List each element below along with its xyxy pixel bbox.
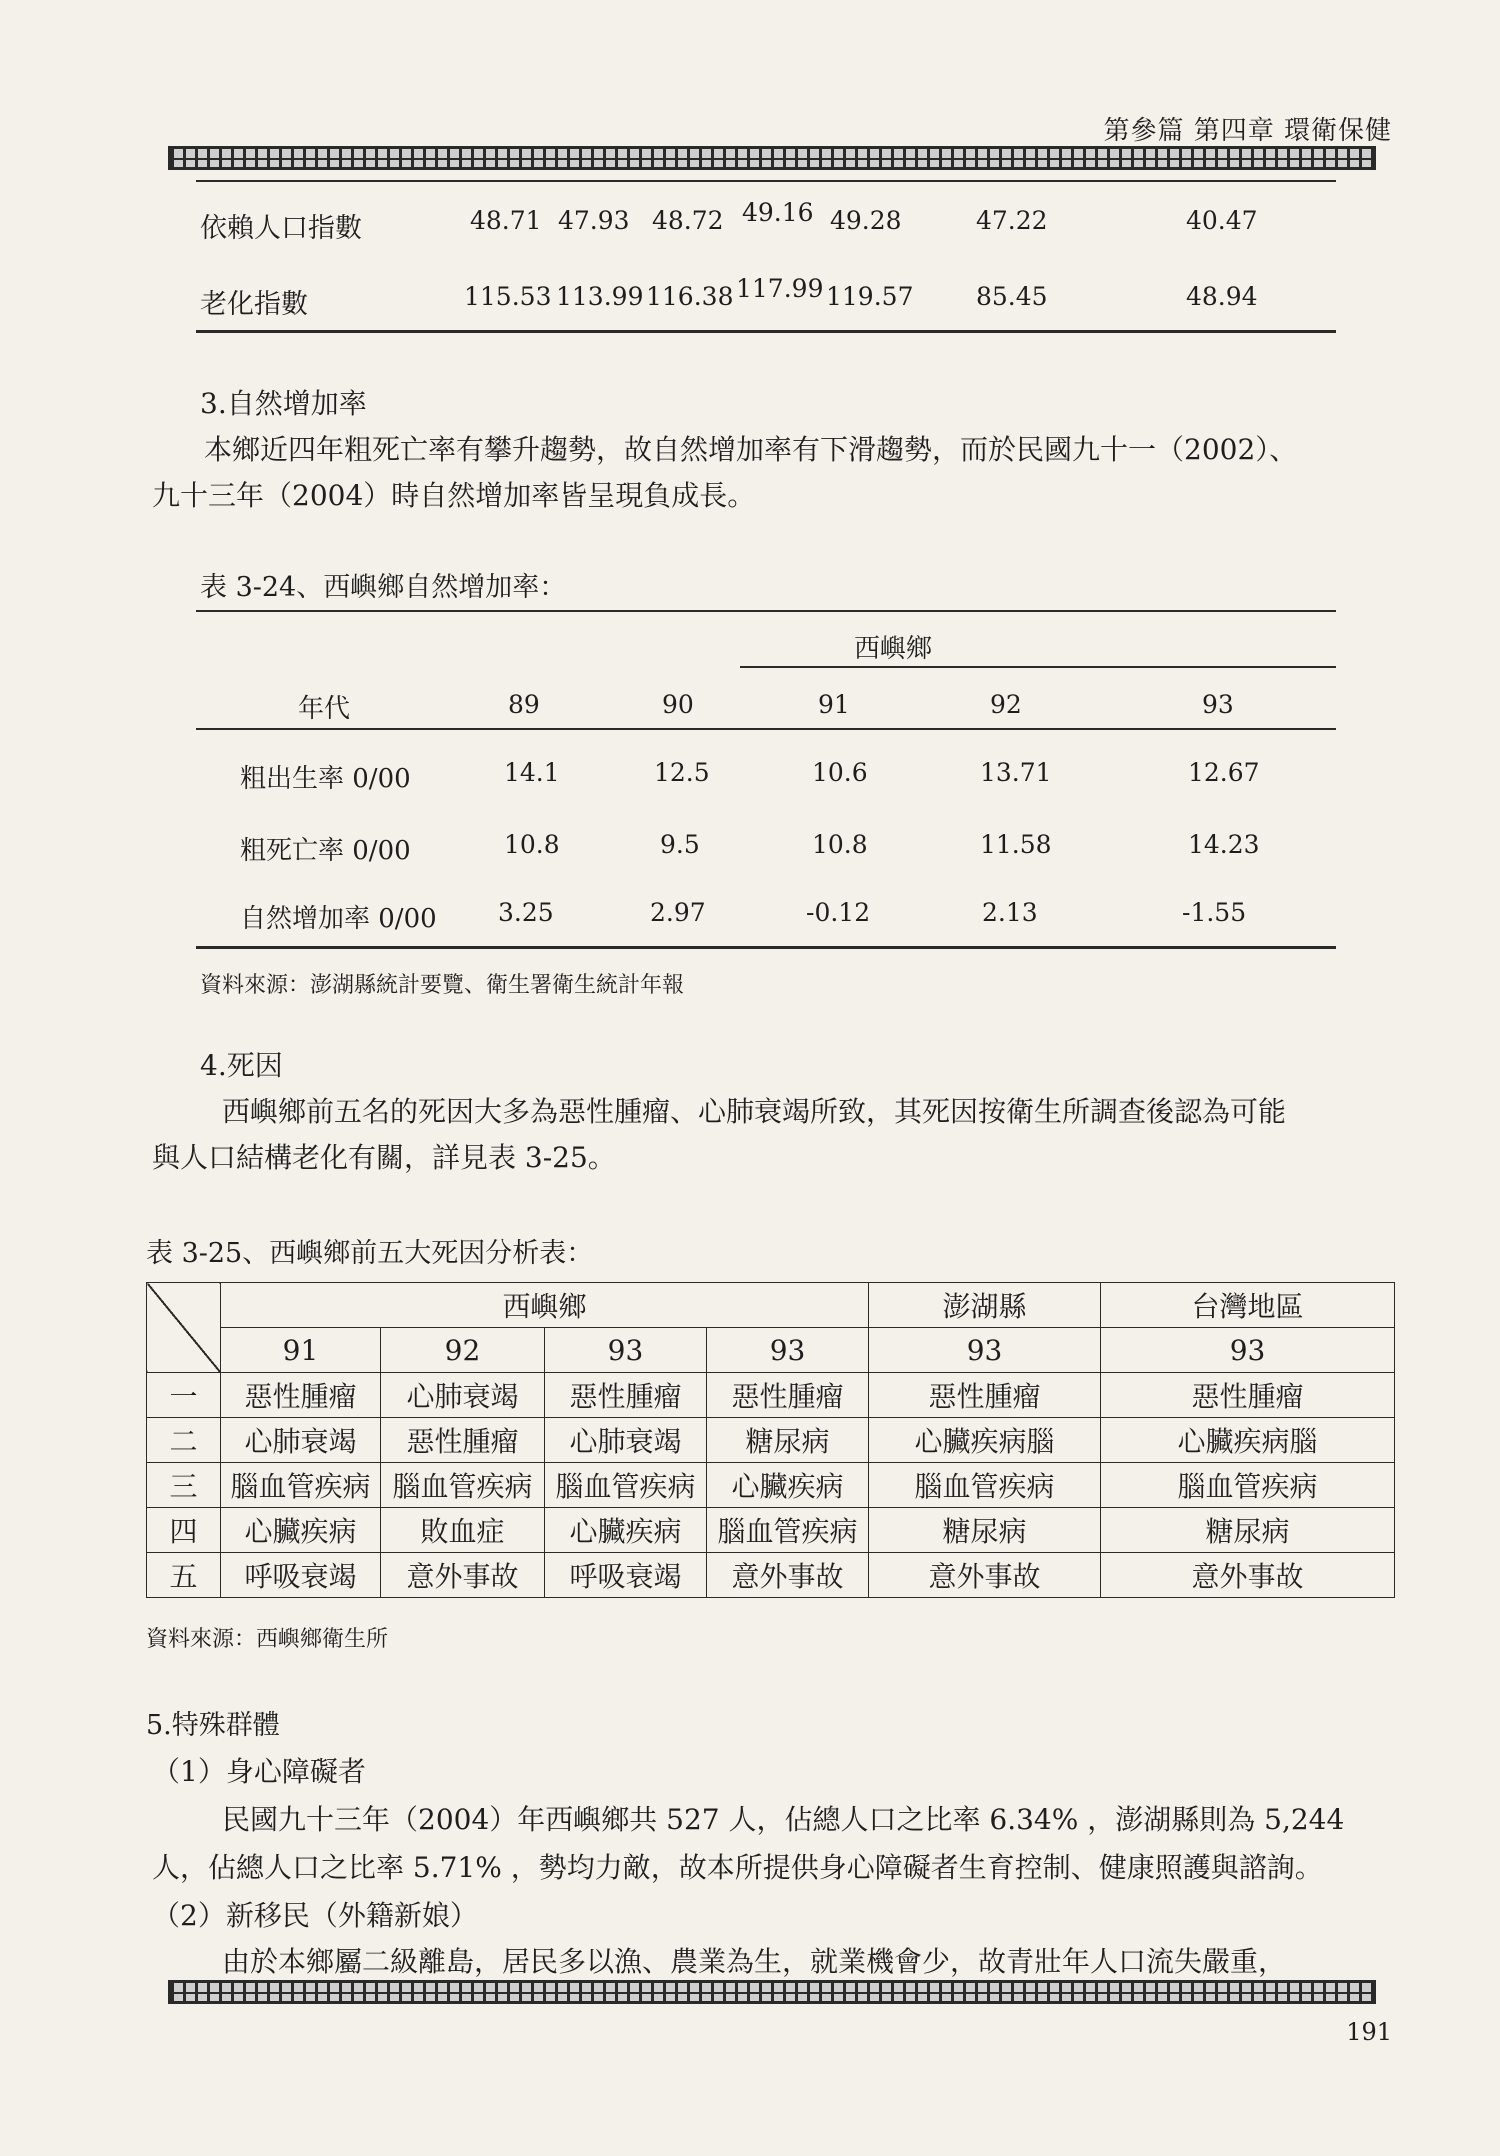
table-cell: 11.58 xyxy=(980,830,1052,859)
table-cell: 10.6 xyxy=(812,758,868,787)
row-label: 依賴人口指數 xyxy=(200,213,362,244)
year-header: 91 xyxy=(221,1328,381,1373)
subsection-heading: （1）身心障礙者 xyxy=(152,1755,366,1788)
table-cell: 2.13 xyxy=(982,898,1038,927)
table-cell: 腦血管疾病 xyxy=(221,1463,381,1508)
table-source: 資料來源：澎湖縣統計要覽、衛生署衛生統計年報 xyxy=(200,973,685,998)
table-cell: 10.8 xyxy=(504,830,560,859)
table-cell: 12.5 xyxy=(654,758,710,787)
table-cell: 意外事故 xyxy=(381,1553,545,1598)
table-cell: 呼吸衰竭 xyxy=(545,1553,707,1598)
table-cell: 腦血管疾病 xyxy=(869,1463,1101,1508)
paragraph-line: 本鄉近四年粗死亡率有攀升趨勢，故自然增加率有下滑趨勢，而於民國九十一（2002）、 xyxy=(204,433,1298,466)
year-header: 92 xyxy=(990,690,1022,719)
table-cell: 113.99 xyxy=(556,282,644,311)
table-cell: 14.1 xyxy=(504,758,560,787)
group-header: 西嶼鄉 xyxy=(854,634,933,664)
row-label: 老化指數 xyxy=(200,289,308,320)
section-heading: 4.死因 xyxy=(200,1049,283,1082)
table-cell: 10.8 xyxy=(812,830,868,859)
paragraph-line: 與人口結構老化有關，詳見表 3-25。 xyxy=(152,1141,616,1174)
table-cell: 48.72 xyxy=(652,206,724,235)
table-cell: 腦血管疾病 xyxy=(1101,1463,1395,1508)
rank-cell: 二 xyxy=(147,1418,221,1463)
table-row xyxy=(147,1553,1395,1598)
table-cell: 呼吸衰竭 xyxy=(221,1553,381,1598)
paragraph-line: 人，佔總人口之比率 5.71% ，勢均力敵，故本所提供身心障礙者生育控制、健康照護與諮詢。 xyxy=(152,1851,1323,1884)
year-header: 93 xyxy=(1101,1328,1395,1373)
table-cell: 47.93 xyxy=(558,206,630,235)
table-cell: 意外事故 xyxy=(1101,1553,1395,1598)
table-bottom-rule xyxy=(196,330,1336,333)
table-cell: 心臟疾病 xyxy=(221,1508,381,1553)
table-cell: 12.67 xyxy=(1188,758,1260,787)
group-header: 西嶼鄉 xyxy=(221,1283,869,1328)
subsection-heading: （2）新移民（外籍新娘） xyxy=(152,1899,478,1932)
table-cell: 糖尿病 xyxy=(707,1418,869,1463)
table-cell: 13.71 xyxy=(980,758,1052,787)
row-label: 粗出生率 0/00 xyxy=(240,764,411,794)
group-underline xyxy=(740,666,1336,668)
table-cell: 惡性腫瘤 xyxy=(869,1373,1101,1418)
page-number: 191 xyxy=(1346,2018,1392,2046)
year-label: 年代 xyxy=(298,694,351,724)
table-row xyxy=(147,1508,1395,1553)
section-heading: 5.特殊群體 xyxy=(146,1710,280,1741)
rank-cell: 一 xyxy=(147,1373,221,1418)
table-cell: 49.28 xyxy=(830,206,902,235)
paragraph-line: 西嶼鄉前五名的死因大多為惡性腫瘤、心肺衰竭所致，其死因按衛生所調查後認為可能 xyxy=(222,1095,1287,1128)
paragraph-line: 民國九十三年（2004）年西嶼鄉共 527 人，佔總人口之比率 6.34% ，澎湖縣則為 5,244 xyxy=(222,1803,1345,1836)
table-cell: 心肺衰竭 xyxy=(381,1373,545,1418)
table-cell: 119.57 xyxy=(826,282,914,311)
table-cell: -1.55 xyxy=(1182,898,1247,927)
rank-cell: 五 xyxy=(147,1553,221,1598)
table-cell: 意外事故 xyxy=(707,1553,869,1598)
table-caption: 表 3-25、西嶼鄉前五大死因分析表： xyxy=(146,1238,594,1269)
paragraph-line: 九十三年（2004）時自然增加率皆呈現負成長。 xyxy=(152,479,756,512)
table-top-rule xyxy=(196,610,1336,612)
year-header: 90 xyxy=(662,690,694,719)
table-header-rule xyxy=(196,728,1336,730)
table-row xyxy=(147,1418,1395,1463)
table-cell: 14.23 xyxy=(1188,830,1260,859)
rank-cell: 四 xyxy=(147,1508,221,1553)
section-heading: 3.自然增加率 xyxy=(200,387,367,420)
table-cell: 心肺衰竭 xyxy=(221,1418,381,1463)
table-cell: 腦血管疾病 xyxy=(707,1508,869,1553)
year-header: 93 xyxy=(1202,690,1234,719)
row-label: 粗死亡率 0/00 xyxy=(240,836,411,866)
year-header: 91 xyxy=(818,690,850,719)
table-cell: 敗血症 xyxy=(381,1508,545,1553)
table-row xyxy=(147,1373,1395,1418)
diagonal-header-cell xyxy=(147,1283,221,1373)
table-caption: 表 3-24、西嶼鄉自然增加率： xyxy=(200,572,567,603)
cause-of-death-table xyxy=(146,1282,1395,1598)
table-cell: 心臟疾病腦 xyxy=(1101,1418,1395,1463)
group-header: 澎湖縣 xyxy=(869,1283,1101,1328)
table-cell: 糖尿病 xyxy=(1101,1508,1395,1553)
table-cell: 腦血管疾病 xyxy=(381,1463,545,1508)
table-cell: 惡性腫瘤 xyxy=(381,1418,545,1463)
table-cell: 惡性腫瘤 xyxy=(545,1373,707,1418)
year-header: 89 xyxy=(508,690,540,719)
group-header: 台灣地區 xyxy=(1101,1283,1395,1328)
year-header: 93 xyxy=(545,1328,707,1373)
table-cell: 心臟疾病 xyxy=(707,1463,869,1508)
table-cell: 糖尿病 xyxy=(869,1508,1101,1553)
table-cell: 48.71 xyxy=(470,206,542,235)
table-cell: 47.22 xyxy=(976,206,1048,235)
table-cell: 腦血管疾病 xyxy=(545,1463,707,1508)
table-cell: 2.97 xyxy=(650,898,706,927)
table-cell: 意外事故 xyxy=(869,1553,1101,1598)
table-cell: 3.25 xyxy=(498,898,554,927)
table-cell: 9.5 xyxy=(660,830,700,859)
table-cell: 心臟疾病 xyxy=(545,1508,707,1553)
table-cell: 117.99 xyxy=(736,274,824,303)
year-header: 93 xyxy=(707,1328,869,1373)
table-cell: 49.16 xyxy=(742,198,814,227)
table-cell: -0.12 xyxy=(806,898,871,927)
rank-cell: 三 xyxy=(147,1463,221,1508)
table-cell: 心臟疾病腦 xyxy=(869,1418,1101,1463)
year-header: 92 xyxy=(381,1328,545,1373)
decorative-border-bottom xyxy=(168,1980,1376,2004)
table-cell: 48.94 xyxy=(1186,282,1258,311)
year-header: 93 xyxy=(869,1328,1101,1373)
table-cell: 85.45 xyxy=(976,282,1048,311)
table-cell: 惡性腫瘤 xyxy=(221,1373,381,1418)
table-row xyxy=(147,1463,1395,1508)
table-cell: 心肺衰竭 xyxy=(545,1418,707,1463)
table-cell: 惡性腫瘤 xyxy=(707,1373,869,1418)
table-cell: 40.47 xyxy=(1186,206,1258,235)
table-cell: 惡性腫瘤 xyxy=(1101,1373,1395,1418)
paragraph-line: 由於本鄉屬二級離島，居民多以漁、農業為生，就業機會少，故青壯年人口流失嚴重， xyxy=(222,1945,1287,1978)
table-cell: 116.38 xyxy=(646,282,734,311)
decorative-border-top xyxy=(168,146,1376,170)
table-source: 資料來源：西嶼鄉衛生所 xyxy=(146,1627,389,1652)
table-cell: 115.53 xyxy=(464,282,552,311)
row-label: 自然增加率 0/00 xyxy=(240,904,437,934)
table-bottom-rule xyxy=(196,946,1336,949)
chapter-header: 第參篇 第四章 環衛保健 xyxy=(1103,116,1392,146)
table-top-rule xyxy=(196,180,1336,182)
